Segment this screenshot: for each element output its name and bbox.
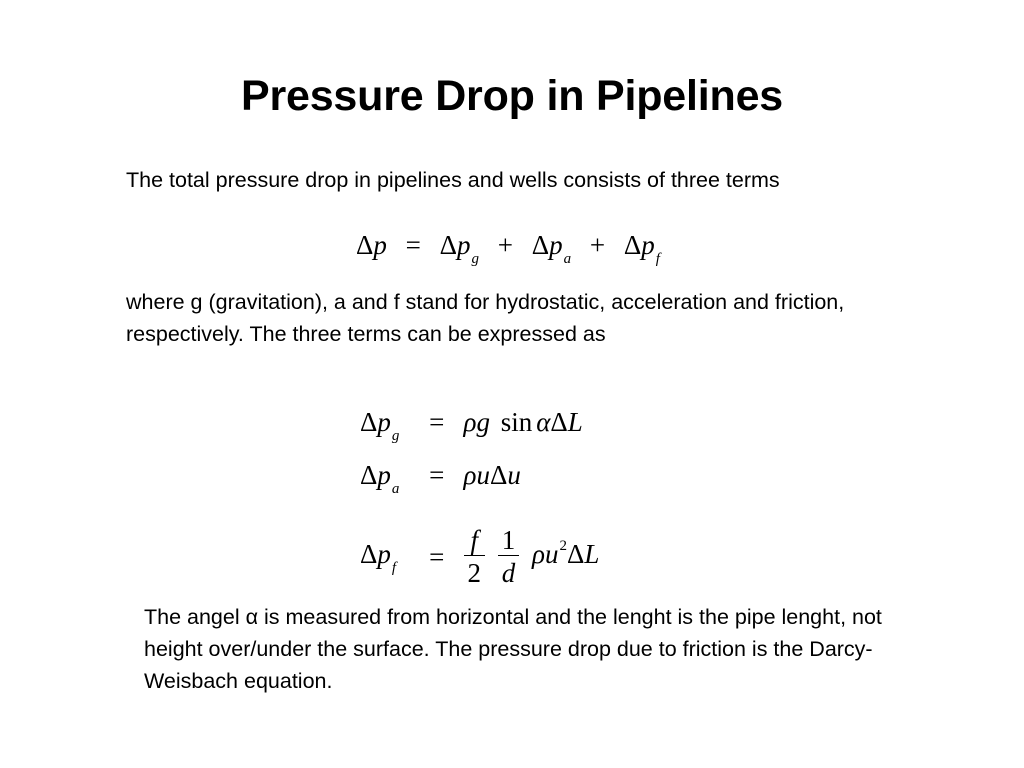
- rho-symbol: ρ: [463, 460, 477, 490]
- numerator-1: 1: [498, 525, 520, 556]
- numerator-f: f: [464, 525, 486, 556]
- var-p: p: [373, 230, 387, 260]
- alpha-symbol: α: [536, 407, 551, 437]
- var-u: u: [507, 460, 521, 490]
- hydrostatic-equation: [360, 405, 583, 444]
- equals-sign: =: [405, 230, 421, 260]
- total-pressure-drop-equation: [356, 228, 660, 267]
- fraction-1-over-d: [498, 525, 520, 588]
- delta-symbol: Δ: [550, 407, 568, 437]
- rho-symbol: ρ: [532, 539, 545, 569]
- delta-symbol: Δ: [360, 539, 378, 569]
- delta-symbol: Δ: [531, 230, 550, 260]
- equals-sign: =: [429, 407, 445, 437]
- equals-sign: =: [429, 541, 445, 572]
- subscript-g: g: [391, 428, 400, 444]
- sin-function: sin: [500, 407, 533, 437]
- var-p: p: [377, 407, 391, 437]
- friction-equation: [360, 525, 599, 588]
- friction-rhs: [532, 537, 599, 576]
- plus-sign: +: [497, 230, 513, 260]
- var-p: p: [377, 539, 391, 569]
- delta-symbol: Δ: [439, 230, 457, 260]
- subscript-a: a: [391, 481, 400, 497]
- var-u: u: [476, 460, 490, 490]
- var-p: p: [641, 230, 655, 260]
- var-L: L: [567, 407, 583, 437]
- slide-title: Pressure Drop in Pipelines: [240, 72, 784, 120]
- subscript-g: g: [471, 251, 479, 267]
- delta-symbol: Δ: [360, 407, 378, 437]
- var-L: L: [584, 539, 600, 569]
- var-u: u: [544, 539, 559, 569]
- delta-symbol: Δ: [360, 460, 378, 490]
- plus-sign: +: [589, 230, 606, 260]
- denominator-2: 2: [467, 558, 481, 588]
- delta-symbol: Δ: [489, 460, 508, 490]
- var-g: g: [476, 407, 490, 437]
- delta-symbol: Δ: [566, 539, 585, 569]
- acceleration-equation: [360, 458, 521, 497]
- where-text: where g (gravitation), a and f stand for hydrostatic, acceleration and friction, respectively. The three terms can be expressed as: [126, 290, 845, 346]
- exponent-2: 2: [559, 538, 567, 554]
- subscript-a: a: [563, 251, 572, 267]
- note-text: The angel α is measured from horizontal and the lenght is the pipe lenght, not height over/under the surface. The pressure drop due to friction is the Darcy-Weisbach equation.: [144, 605, 882, 693]
- var-p: p: [456, 230, 471, 260]
- denominator-d: d: [501, 558, 516, 588]
- subscript-f: f: [655, 251, 660, 267]
- equals-sign: =: [429, 460, 445, 490]
- delta-symbol: Δ: [356, 230, 374, 260]
- rho-symbol: ρ: [463, 407, 477, 437]
- delta-symbol: Δ: [623, 230, 642, 260]
- var-p: p: [549, 230, 563, 260]
- var-p: p: [377, 460, 391, 490]
- fraction-f-over-2: [464, 525, 486, 588]
- intro-text: The total pressure drop in pipelines and wells consists of three terms: [126, 168, 780, 192]
- subscript-f: f: [391, 560, 397, 576]
